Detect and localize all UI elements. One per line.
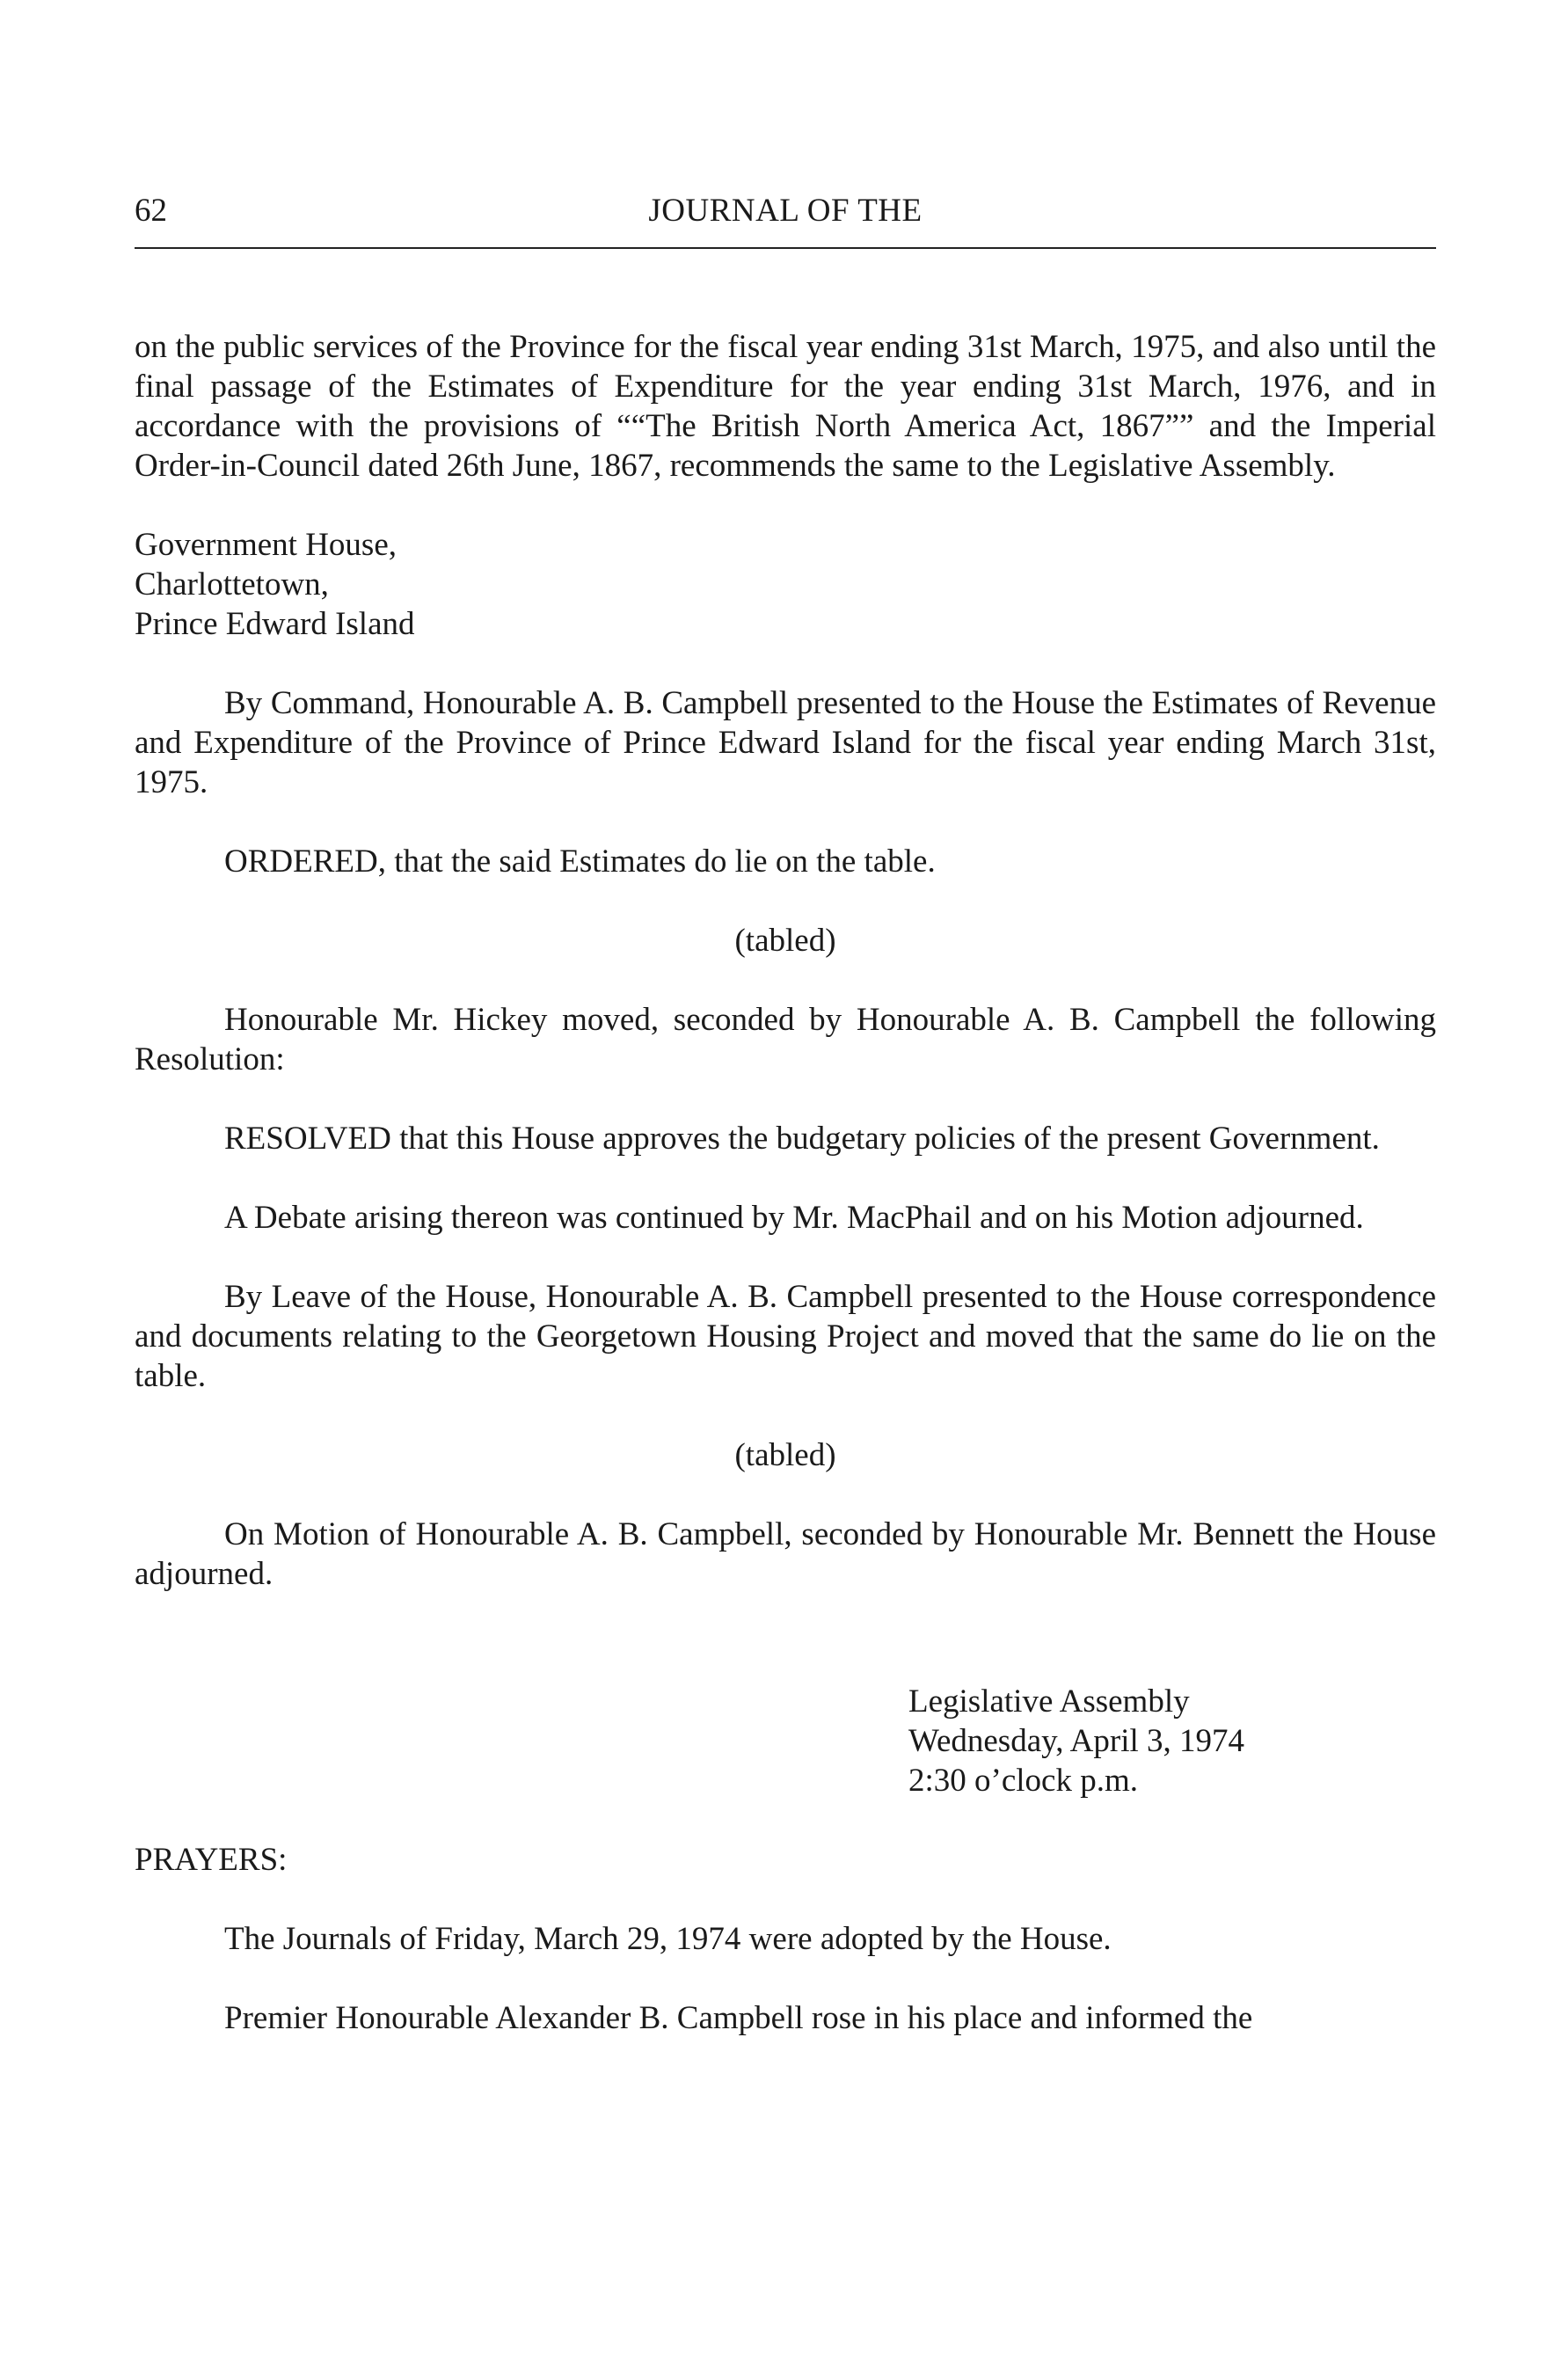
- prayers-heading: PRAYERS:: [135, 1842, 288, 1878]
- journal-body: [135, 327, 1436, 2038]
- paragraph-leave-of-house: By Leave of the House, Honourable A. B. Campbell presented to the House correspondence and documents relating to the Georgetown Housing Project and moved that the same do lie on the table.: [135, 1279, 1436, 1394]
- address-line: Government House,: [135, 527, 397, 563]
- paragraph-journals-adopted: The Journals of Friday, March 29, 1974 were adopted by the House.: [224, 1921, 1112, 1957]
- paragraph-resolved: RESOLVED that this House approves the budgetary policies of the present Government.: [224, 1121, 1380, 1157]
- page-number: 62: [135, 193, 167, 229]
- session-line: Legislative Assembly: [908, 1683, 1190, 1720]
- paragraph-premier: Premier Honourable Alexander B. Campbell rose in his place and informed the: [224, 2000, 1253, 2036]
- tabled-note: (tabled): [734, 923, 836, 959]
- paragraph-adjourned: On Motion of Honourable A. B. Campbell, seconded by Honourable Mr. Bennett the House adjourned.: [135, 1516, 1436, 1592]
- page-header: [135, 185, 1436, 237]
- paragraph-estimates-presented: By Command, Honourable A. B. Campbell presented to the House the Estimates of Revenue and Expenditure of the Province of Prince Edward Island for the fiscal year ending March 31st, 1975.: [135, 685, 1436, 800]
- header-rule: [135, 247, 1436, 249]
- address-line: Charlottetown,: [135, 566, 329, 602]
- session-line: Wednesday, April 3, 1974: [908, 1723, 1245, 1759]
- paragraph-debate: A Debate arising thereon was continued by Mr. MacPhail and on his Motion adjourned.: [224, 1200, 1364, 1236]
- session-heading: [908, 1682, 1436, 1800]
- session-line: 2:30 o’clock p.m.: [908, 1763, 1139, 1799]
- address-line: Prince Edward Island: [135, 606, 415, 642]
- tabled-note: (tabled): [734, 1437, 836, 1473]
- paragraph-motion: Honourable Mr. Hickey moved, seconded by Honourable A. B. Campbell the following Resolution:: [135, 1002, 1436, 1077]
- running-title: JOURNAL OF THE: [648, 193, 923, 229]
- paragraph-ordered: ORDERED, that the said Estimates do lie on the table.: [224, 843, 936, 880]
- paragraph-message-continuation: on the public services of the Province for the fiscal year ending 31st March, 1975, and also until the final passage of the Estimates of Expenditure for the year ending 31st March, 1976, and in accordance with the provisions of ““The British North America Act, 1867”” and the Imperial Order-in-Council dated 26th June, 1867, recommends the same to the Legislative Assembly.: [135, 329, 1436, 484]
- address-block: [135, 525, 1436, 644]
